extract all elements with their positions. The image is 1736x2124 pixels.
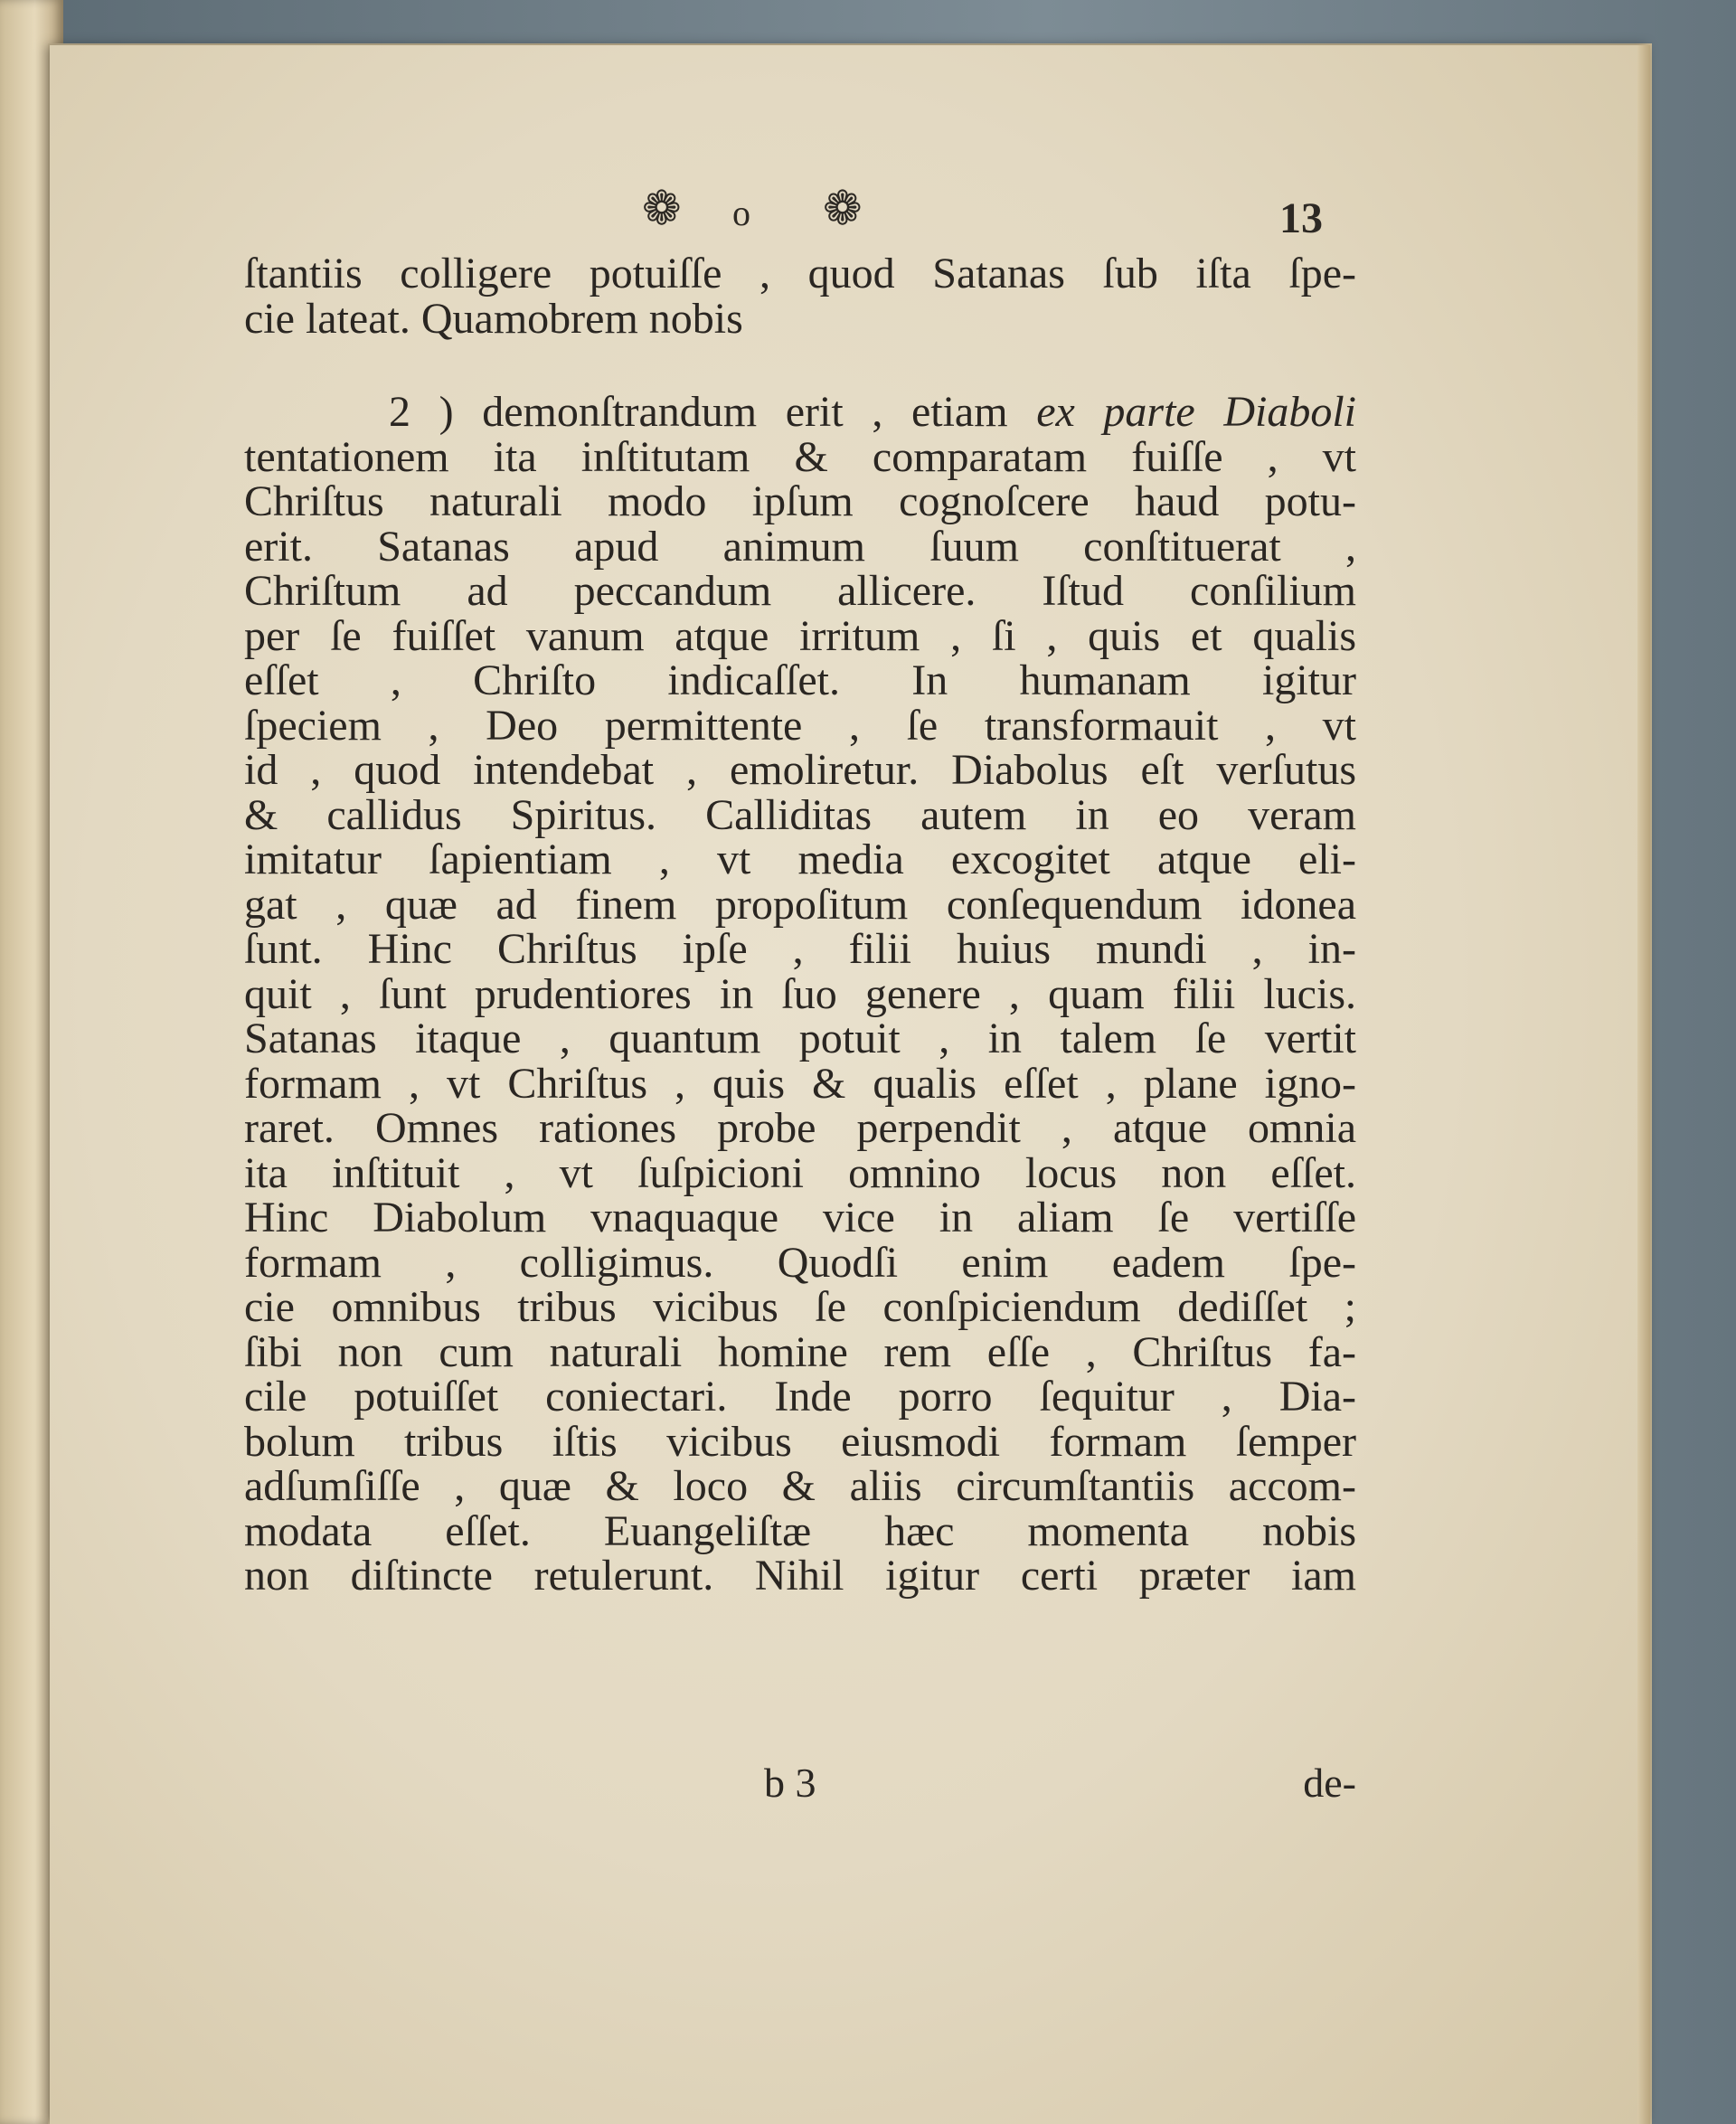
text-line bbox=[244, 390, 1356, 435]
text-line: cie omnibus tribus vicibus ſe conſpiciendum dediſſet ; bbox=[244, 1283, 1356, 1331]
text-line: tentationem ita inſtitutam & comparatam fuiſſe , vt bbox=[244, 432, 1356, 481]
flower-ornament-icon: ❁ bbox=[642, 184, 682, 235]
circle-ornament-icon: o bbox=[732, 193, 750, 233]
text-line: ſpeciem , Deo permittente , ſe transformauit , vt bbox=[244, 701, 1356, 750]
text-line: id , quod intendebat , emoliretur. Diabolus eſt verſutus bbox=[244, 746, 1356, 794]
text-line: Chriſtus naturali modo ipſum cognoſcere haud potu- bbox=[244, 477, 1356, 525]
signature-mark: b 3 bbox=[764, 1760, 816, 1806]
text-line: eſſet , Chriſto indicaſſet. In humanam igitur bbox=[244, 656, 1356, 704]
page-header bbox=[642, 186, 1365, 250]
text-line: per ſe fuiſſet vanum atque irritum , ſi , quis et qualis bbox=[244, 611, 1356, 660]
text-line: Chriſtum ad peccandum allicere. Iſtud conſilium bbox=[244, 567, 1356, 615]
text-line: formam , vt Chriſtus , quis & qualis eſſet , plane igno- bbox=[244, 1059, 1356, 1108]
text-line: cie lateat. Quamobrem nobis bbox=[244, 294, 743, 343]
catchword: de- bbox=[1303, 1760, 1356, 1806]
page-fore-edge bbox=[1637, 45, 1650, 2124]
flower-ornament-icon: ❁ bbox=[823, 184, 863, 235]
page-footer bbox=[244, 1759, 1356, 1813]
text-line: bolum tribus iſtis vicibus eiusmodi formam ſemper bbox=[244, 1417, 1356, 1466]
page-number: 13 bbox=[1279, 194, 1323, 242]
text-line: non diſtincte retulerunt. Nihil igitur certi præter iam bbox=[244, 1552, 1356, 1600]
text-line: cile potuiſſet coniectari. Inde porro ſequitur , Dia- bbox=[244, 1373, 1356, 1421]
text-line: Satanas itaque , quantum potuit , in talem ſe vertit bbox=[244, 1015, 1356, 1062]
text-line: erit. Satanas apud animum ſuum conſtituerat , bbox=[244, 522, 1356, 571]
text-line: Hinc Diabolum vnaquaque vice in aliam ſe vertiſſe bbox=[244, 1194, 1356, 1241]
text-line: ſtantiis colligere potuiſſe , quod Satanas ſub iſta ſpe- bbox=[244, 250, 1356, 297]
italic-phrase: ex parte Diaboli bbox=[1036, 388, 1357, 436]
text-line: formam , colligimus. Quodſi enim eadem ſpe- bbox=[244, 1238, 1356, 1287]
text-line: quit , ſunt prudentiores in ſuo genere , quam filii lucis. bbox=[244, 969, 1356, 1018]
text-run: 2 ) demonſtrandum erit , etiam bbox=[389, 388, 1008, 436]
text-line: ſunt. Hinc Chriſtus ipſe , filii huius mundi , in- bbox=[244, 925, 1356, 973]
text-line: raret. Omnes rationes probe perpendit , atque omnia bbox=[244, 1104, 1356, 1152]
text-line: imitatur ſapientiam , vt media excogitet atque eli- bbox=[244, 835, 1356, 883]
text-line: adſumſiſſe , quæ & loco & aliis circumſtantiis accom- bbox=[244, 1462, 1356, 1510]
text-line: & callidus Spiritus. Calliditas autem in eo veram bbox=[244, 790, 1356, 839]
text-line: modata eſſet. Euangeliſtæ hæc momenta nobis bbox=[244, 1506, 1356, 1555]
text-line: ſibi non cum naturali homine rem eſſe , Chriſtus fa- bbox=[244, 1327, 1356, 1376]
body-text bbox=[244, 251, 1356, 1599]
text-line: ita inſtituit , vt ſuſpicioni omnino locus non eſſet. bbox=[244, 1148, 1356, 1197]
text-line: gat , quæ ad finem propoſitum conſequendum idonea bbox=[244, 880, 1356, 929]
